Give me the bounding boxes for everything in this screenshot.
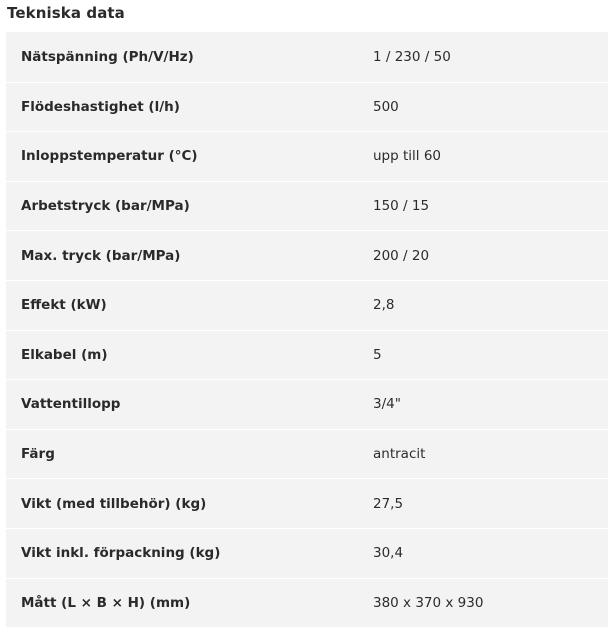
row-value: 1 / 230 / 50 bbox=[373, 48, 451, 65]
row-value: 380 x 370 x 930 bbox=[373, 594, 484, 611]
row-label: Vikt (med tillbehör) (kg) bbox=[21, 495, 207, 512]
row-label: Max. tryck (bar/MPa) bbox=[21, 247, 181, 264]
row-value: 2,8 bbox=[373, 297, 395, 314]
table-row bbox=[6, 578, 608, 628]
row-label: Färg bbox=[21, 446, 55, 463]
table-row bbox=[6, 429, 608, 479]
row-label: Flödeshastighet (l/h) bbox=[21, 98, 180, 115]
table-row bbox=[6, 230, 608, 280]
row-value: upp till 60 bbox=[373, 148, 442, 165]
row-value: 200 / 20 bbox=[373, 247, 430, 264]
table-row bbox=[6, 528, 608, 578]
row-label: Vikt inkl. förpackning (kg) bbox=[21, 545, 221, 562]
row-label: Mått (L × B × H) (mm) bbox=[21, 594, 191, 611]
row-value: 30,4 bbox=[373, 545, 404, 562]
row-label: Elkabel (m) bbox=[21, 346, 108, 363]
tech-data-table bbox=[6, 32, 608, 628]
section-title: Tekniska data bbox=[7, 4, 125, 22]
table-row bbox=[6, 131, 608, 181]
row-value: 3/4" bbox=[373, 396, 401, 413]
table-row bbox=[6, 32, 608, 82]
row-value: antracit bbox=[373, 446, 426, 463]
table-row bbox=[6, 82, 608, 132]
table-row bbox=[6, 330, 608, 380]
row-value: 5 bbox=[373, 346, 382, 363]
row-value: 27,5 bbox=[373, 495, 404, 512]
table-row bbox=[6, 379, 608, 429]
row-value: 500 bbox=[373, 98, 399, 115]
table-row bbox=[6, 478, 608, 528]
row-label: Inloppstemperatur (°C) bbox=[21, 148, 198, 165]
row-value: 150 / 15 bbox=[373, 198, 430, 215]
row-label: Nätspänning (Ph/V/Hz) bbox=[21, 48, 194, 65]
row-label: Arbetstryck (bar/MPa) bbox=[21, 198, 190, 215]
table-row bbox=[6, 181, 608, 231]
row-label: Vattentillopp bbox=[21, 396, 121, 413]
row-label: Effekt (kW) bbox=[21, 297, 107, 314]
table-row bbox=[6, 280, 608, 330]
